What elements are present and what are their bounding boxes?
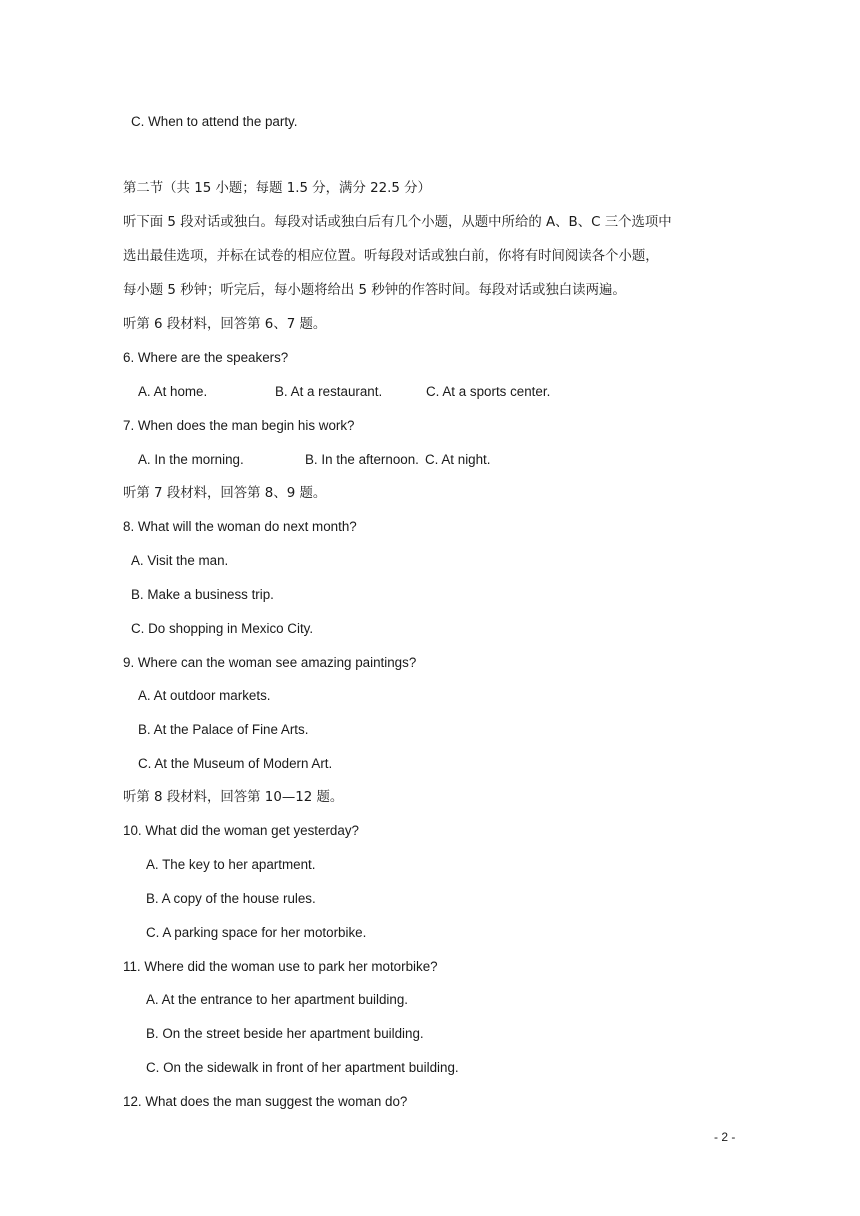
question-12: 12. What does the man suggest the woman do? [123,1094,408,1109]
question-10-option-a: A. The key to her apartment. [146,857,316,872]
instructions-line-1: 听下面 5 段对话或独白。每段对话或独白后有几个小题，从题中所给的 A、B、C 三个选项中 [123,215,672,230]
question-11: 11. Where did the woman use to park her motorbike? [123,959,438,974]
question-9-option-c: C. At the Museum of Modern Art. [138,756,333,771]
question-8-option-b: B. Make a business trip. [131,587,274,602]
instructions-line-3: 每小题 5 秒钟；听完后，每小题将给出 5 秒钟的作答时间。每段对话或独白读两遍。 [123,283,626,298]
question-11-option-c: C. On the sidewalk in front of her apartment building. [146,1060,459,1075]
question-7-option-b: B. In the afternoon. [305,452,419,467]
question-9-option-a: A. At outdoor markets. [138,688,271,703]
question-6: 6. Where are the speakers? [123,350,289,365]
instructions-line-2: 选出最佳选项，并标在试卷的相应位置。听每段对话或独白前，你将有时间阅读各个小题， [123,249,659,264]
question-11-option-b: B. On the street beside her apartment building. [146,1026,424,1041]
question-7: 7. When does the man begin his work? [123,418,355,433]
question-8: 8. What will the woman do next month? [123,519,357,534]
question-7-option-c: C. At night. [425,452,491,467]
question-7-option-a: A. In the morning. [138,452,244,467]
question-6-option-b: B. At a restaurant. [275,384,383,399]
passage-8-intro: 听第 8 段材料，回答第 10—12 题。 [123,790,344,805]
passage-6-intro: 听第 6 段材料，回答第 6、7 题。 [123,317,327,332]
question-9-option-b: B. At the Palace of Fine Arts. [138,722,309,737]
question-8-option-c: C. Do shopping in Mexico City. [131,621,314,636]
question-8-option-a: A. Visit the man. [131,553,229,568]
section-heading: 第二节（共 15 小题；每题 1.5 分，满分 22.5 分） [123,181,431,196]
question-10: 10. What did the woman get yesterday? [123,823,359,838]
question-11-option-a: A. At the entrance to her apartment building. [146,992,409,1007]
passage-7-intro: 听第 7 段材料，回答第 8、9 题。 [123,486,327,501]
question-10-option-c: C. A parking space for her motorbike. [146,925,367,940]
prev-question-option-c: C. When to attend the party. [131,114,298,129]
question-6-option-c: C. At a sports center. [426,384,551,399]
question-10-option-b: B. A copy of the house rules. [146,891,316,906]
question-9: 9. Where can the woman see amazing paintings? [123,655,417,670]
question-6-option-a: A. At home. [138,384,208,399]
page-number: - 2 - [714,1130,736,1144]
